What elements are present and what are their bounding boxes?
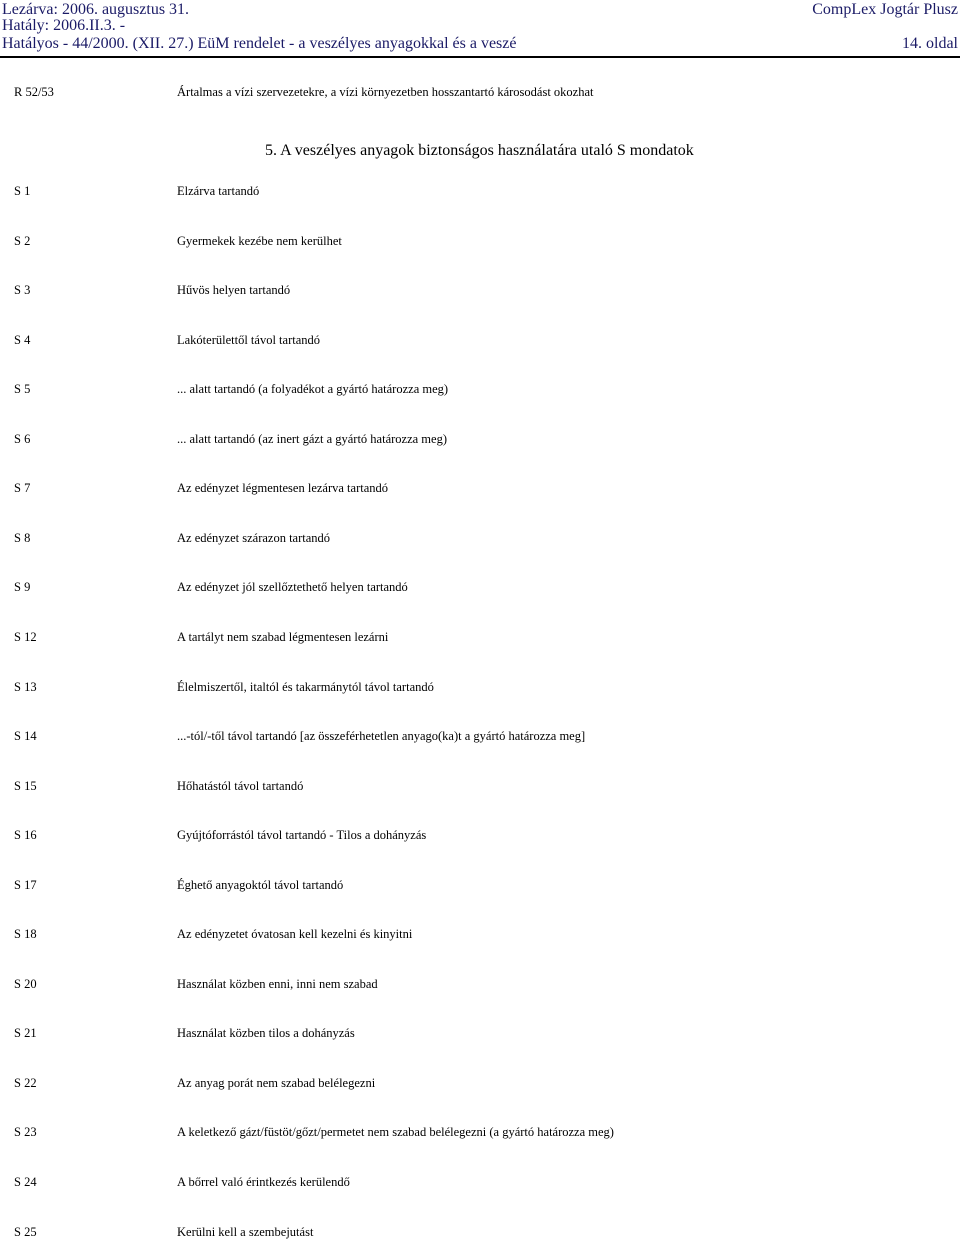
s-phrase-code: S 21	[14, 1026, 37, 1041]
s-phrase-text: A tartályt nem szabad légmentesen lezárni	[177, 630, 389, 644]
s-phrase-text: Éghető anyagoktól távol tartandó	[177, 877, 344, 892]
s-phrase-text: A keletkező gázt/füstöt/gőzt/permetet nem szabad belélegezni (a gyártó határozza meg)	[177, 1125, 614, 1140]
s-phrase-text: Az edényzet szárazon tartandó	[177, 530, 331, 545]
s-phrase-code: S 12	[14, 630, 37, 644]
list-item	[0, 1076, 960, 1094]
closing-date: Lezárva: 2006. augusztus 31.	[2, 1, 190, 18]
s-phrase-code: S 4	[14, 332, 31, 347]
page-header	[0, 0, 960, 58]
s-phrase-text: Hőhatástól távol tartandó	[177, 778, 304, 793]
s-phrase-code: S 18	[14, 927, 37, 942]
s-phrase-code: S 22	[14, 1075, 37, 1090]
s-phrase-text: ...-tól/-től távol tartandó [az összeférhetetlen anyago(ka)t a gyártó határozza meg]	[177, 729, 586, 743]
s-phrase-text: Az edényzetet óvatosan kell kezelni és kinyitni	[177, 927, 413, 942]
list-item	[0, 333, 960, 351]
r-phrase-text: Ártalmas a vízi szervezetekre, a vízi környezetben hosszantartó károsodást okozhat	[177, 85, 594, 99]
list-item	[0, 1026, 960, 1044]
s-phrase-text: Hűvös helyen tartandó	[177, 283, 291, 298]
list-item	[0, 531, 960, 549]
s-phrase-text: A bőrrel való érintkezés kerülendő	[177, 1175, 350, 1189]
s-phrase-text: Használat közben enni, inni nem szabad	[177, 976, 378, 991]
list-item	[0, 828, 960, 846]
s-phrase-code: S 9	[14, 580, 31, 595]
r-phrase-row	[0, 85, 960, 101]
list-item	[0, 184, 960, 202]
list-item	[0, 1125, 960, 1143]
header-divider	[0, 56, 960, 58]
s-phrase-code: S 7	[14, 481, 31, 496]
s-phrase-code: S 15	[14, 778, 37, 793]
list-item	[0, 630, 960, 648]
s-phrase-code: S 6	[14, 431, 31, 446]
s-phrase-code: S 25	[14, 1224, 37, 1239]
s-phrase-text: Gyújtóforrástól távol tartandó - Tilos a dohányzás	[177, 828, 427, 843]
s-phrase-code: S 17	[14, 877, 37, 892]
effect-date: Hatály: 2006.II.3. -	[2, 17, 126, 34]
list-item	[0, 977, 960, 995]
s-phrase-code: S 23	[14, 1125, 37, 1140]
list-item	[0, 382, 960, 400]
s-phrase-text: ... alatt tartandó (az inert gázt a gyártó határozza meg)	[177, 431, 447, 446]
document-title: Hatályos - 44/2000. (XII. 27.) EüM rendelet - a veszélyes anyagokkal és a veszé	[2, 35, 517, 52]
page-number: 14. oldal	[902, 35, 958, 52]
s-phrase-text: Az edényzet jól szellőztethető helyen tartandó	[177, 580, 408, 595]
list-item	[0, 927, 960, 945]
brand-name: CompLex Jogtár Plusz	[812, 1, 958, 18]
list-item	[0, 878, 960, 896]
r-phrase-code: R 52/53	[14, 85, 54, 99]
s-phrase-code: S 20	[14, 976, 37, 991]
s-phrase-code: S 5	[14, 382, 31, 397]
s-phrase-code: S 2	[14, 233, 31, 248]
list-item	[0, 729, 960, 747]
section-heading: 5. A veszélyes anyagok biztonságos használatára utaló S mondatok	[265, 142, 694, 159]
s-phrase-code: S 8	[14, 530, 31, 545]
s-phrase-text: Használat közben tilos a dohányzás	[177, 1026, 355, 1041]
list-item	[0, 779, 960, 797]
s-phrase-code: S 13	[14, 679, 37, 694]
s-phrase-code: S 3	[14, 283, 31, 298]
s-phrase-text: Az edényzet légmentesen lezárva tartandó	[177, 481, 388, 496]
s-phrase-text: Az anyag porát nem szabad belélegezni	[177, 1075, 376, 1090]
s-phrase-text: ... alatt tartandó (a folyadékot a gyártó határozza meg)	[177, 382, 449, 397]
list-item	[0, 481, 960, 499]
s-phrase-text: Elzárva tartandó	[177, 184, 260, 198]
list-item	[0, 432, 960, 450]
s-phrase-code: S 16	[14, 828, 37, 843]
s-phrase-code: S 24	[14, 1175, 37, 1189]
list-item	[0, 234, 960, 252]
s-phrase-text: Lakóterülettől távol tartandó	[177, 332, 321, 347]
list-item	[0, 283, 960, 301]
s-phrase-code: S 14	[14, 729, 37, 743]
s-phrase-text: Gyermekek kezébe nem kerülhet	[177, 233, 342, 248]
list-item	[0, 1225, 960, 1243]
list-item	[0, 580, 960, 598]
s-phrase-text: Élelmiszertől, italtól és takarmánytól távol tartandó	[177, 679, 434, 694]
s-phrase-text: Kerülni kell a szembejutást	[177, 1224, 314, 1239]
list-item	[0, 1175, 960, 1193]
list-item	[0, 680, 960, 698]
s-phrase-code: S 1	[14, 184, 31, 198]
